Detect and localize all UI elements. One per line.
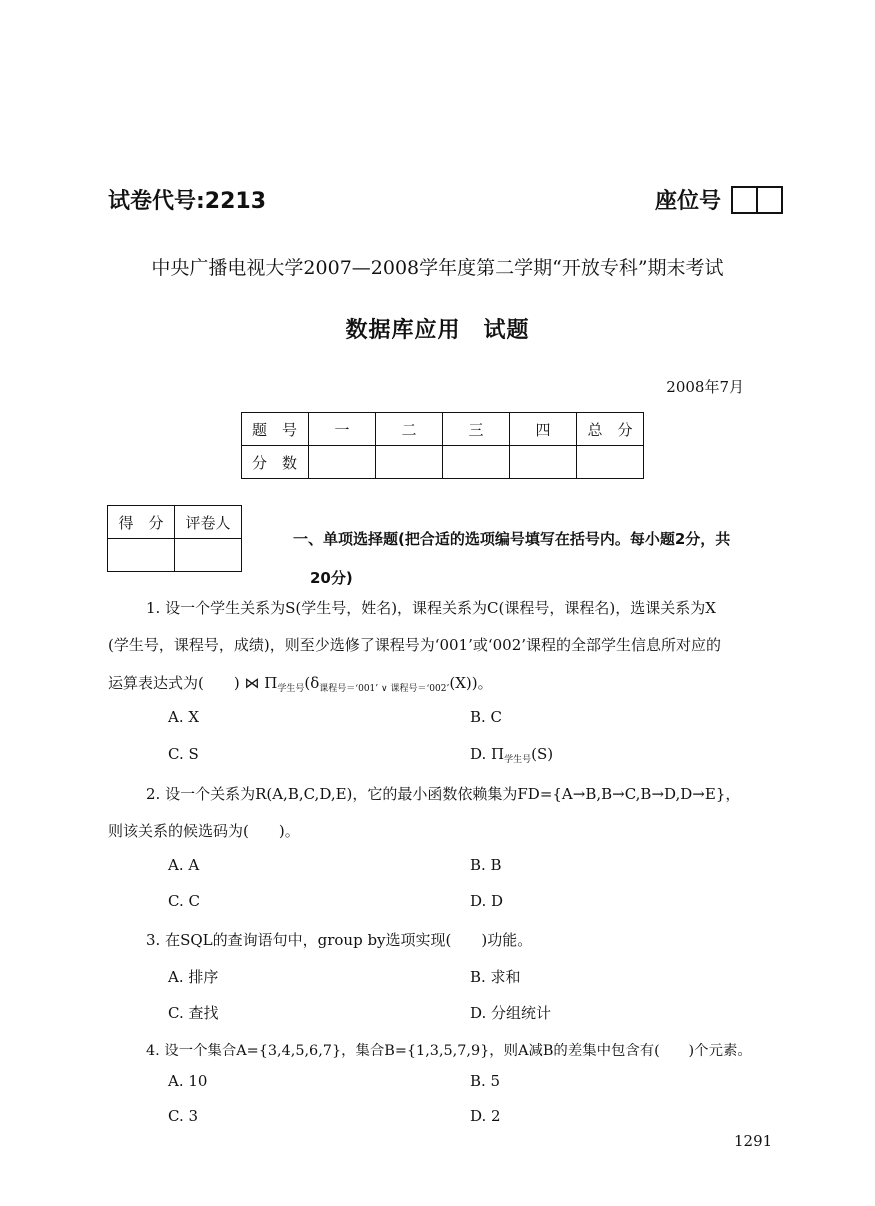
question-1-expr-sub: 学生号	[277, 684, 305, 694]
grader-score-label: 得 分	[108, 506, 175, 539]
question-1-line-2: (学生号，课程号，成绩)，则至少选修了课程号为‘001’或‘002’课程的全部学生信息所对应的	[108, 636, 722, 654]
question-4-option-d: D. 2	[470, 1107, 501, 1125]
question-3-option-a: A. 排序	[168, 968, 219, 986]
score-table-score-row	[242, 446, 644, 479]
question-1-expr-cond: 课程号＝‘001’ ∨ 课程号＝‘002’	[319, 684, 450, 694]
score-table-cell: 总 分	[577, 413, 644, 446]
score-table-cell: 二	[376, 413, 443, 446]
page-number: 1291	[734, 1132, 773, 1150]
grader-name-cell	[175, 539, 242, 572]
score-table-cell: 题 号	[242, 413, 309, 446]
question-1-expr-mid: (δ	[304, 674, 320, 692]
score-entry-cell	[309, 446, 376, 479]
seat-number-boxes	[731, 186, 783, 214]
grader-score-cell	[108, 539, 175, 572]
question-3-option-b: B. 求和	[470, 968, 521, 986]
question-4-line-1: 4. 设一个集合A={3,4,5,6,7}，集合B={1,3,5,7,9}，则A减B的差集中包含有( )个元素。	[146, 1043, 752, 1059]
question-2-line-1: 2. 设一个关系为R(A,B,C,D,E)，它的最小函数依赖集为FD={A→B,B→C,B→D,D→E}，	[146, 785, 741, 803]
grader-name-label: 评卷人	[175, 506, 242, 539]
subject-title: 数据库应用 试题	[345, 318, 530, 343]
seat-label: 座位号	[655, 189, 722, 214]
section-1-heading: 一、单项选择题(把合适的选项编号填写在括号内。每小题2分，共	[293, 530, 731, 548]
question-4-option-c: C. 3	[168, 1107, 199, 1125]
question-2-option-b: B. B	[470, 856, 502, 874]
question-2-option-c: C. C	[168, 892, 200, 910]
question-1-option-d	[470, 745, 553, 765]
score-table-cell: 四	[510, 413, 577, 446]
question-1-option-d-post: (S)	[531, 745, 554, 763]
question-4-option-b: B. 5	[470, 1072, 501, 1090]
exam-date: 2008年7月	[666, 378, 744, 396]
question-1-option-a: A. X	[168, 708, 200, 726]
score-table	[241, 412, 644, 479]
question-1-option-b: B. C	[470, 708, 503, 726]
score-entry-cell	[510, 446, 577, 479]
question-1-expr-pre: 运算表达式为( ) ⋈ Π	[108, 674, 278, 692]
question-3-line-1: 3. 在SQL的查询语句中，group by选项实现( )功能。	[146, 931, 533, 949]
seat-box	[731, 186, 758, 214]
question-3-option-c: C. 查找	[168, 1004, 219, 1022]
exam-code: 试卷代号:2213	[108, 189, 267, 214]
question-2-option-d: D. D	[470, 892, 504, 910]
question-2-option-a: A. A	[168, 856, 200, 874]
question-4-option-a: A. 10	[168, 1072, 208, 1090]
score-entry-cell	[376, 446, 443, 479]
score-table-cell: 一	[309, 413, 376, 446]
grader-table	[107, 505, 242, 572]
score-entry-cell	[443, 446, 510, 479]
question-1-line-3	[108, 672, 493, 694]
score-entry-cell	[577, 446, 644, 479]
question-2-line-2: 则该关系的候选码为( )。	[108, 822, 300, 840]
section-1-heading-cont: 20分)	[310, 569, 353, 587]
score-table-header-row	[242, 413, 644, 446]
exam-title-line: 中央广播电视大学2007—2008学年度第二学期“开放专科”期末考试	[151, 257, 724, 279]
question-3-option-d: D. 分组统计	[470, 1004, 552, 1022]
score-table-cell: 三	[443, 413, 510, 446]
question-1-option-d-sub: 学生号	[504, 755, 532, 765]
seat-box	[758, 186, 783, 214]
question-1-expr-post: (X))。	[449, 674, 493, 692]
question-1-option-d-pre: D. Π	[470, 745, 505, 763]
question-1-option-c: C. S	[168, 745, 199, 763]
question-1-line-1: 1. 设一个学生关系为S(学生号，姓名)，课程关系为C(课程号，课程名)，选课关系为X	[146, 599, 716, 617]
score-table-cell: 分 数	[242, 446, 309, 479]
